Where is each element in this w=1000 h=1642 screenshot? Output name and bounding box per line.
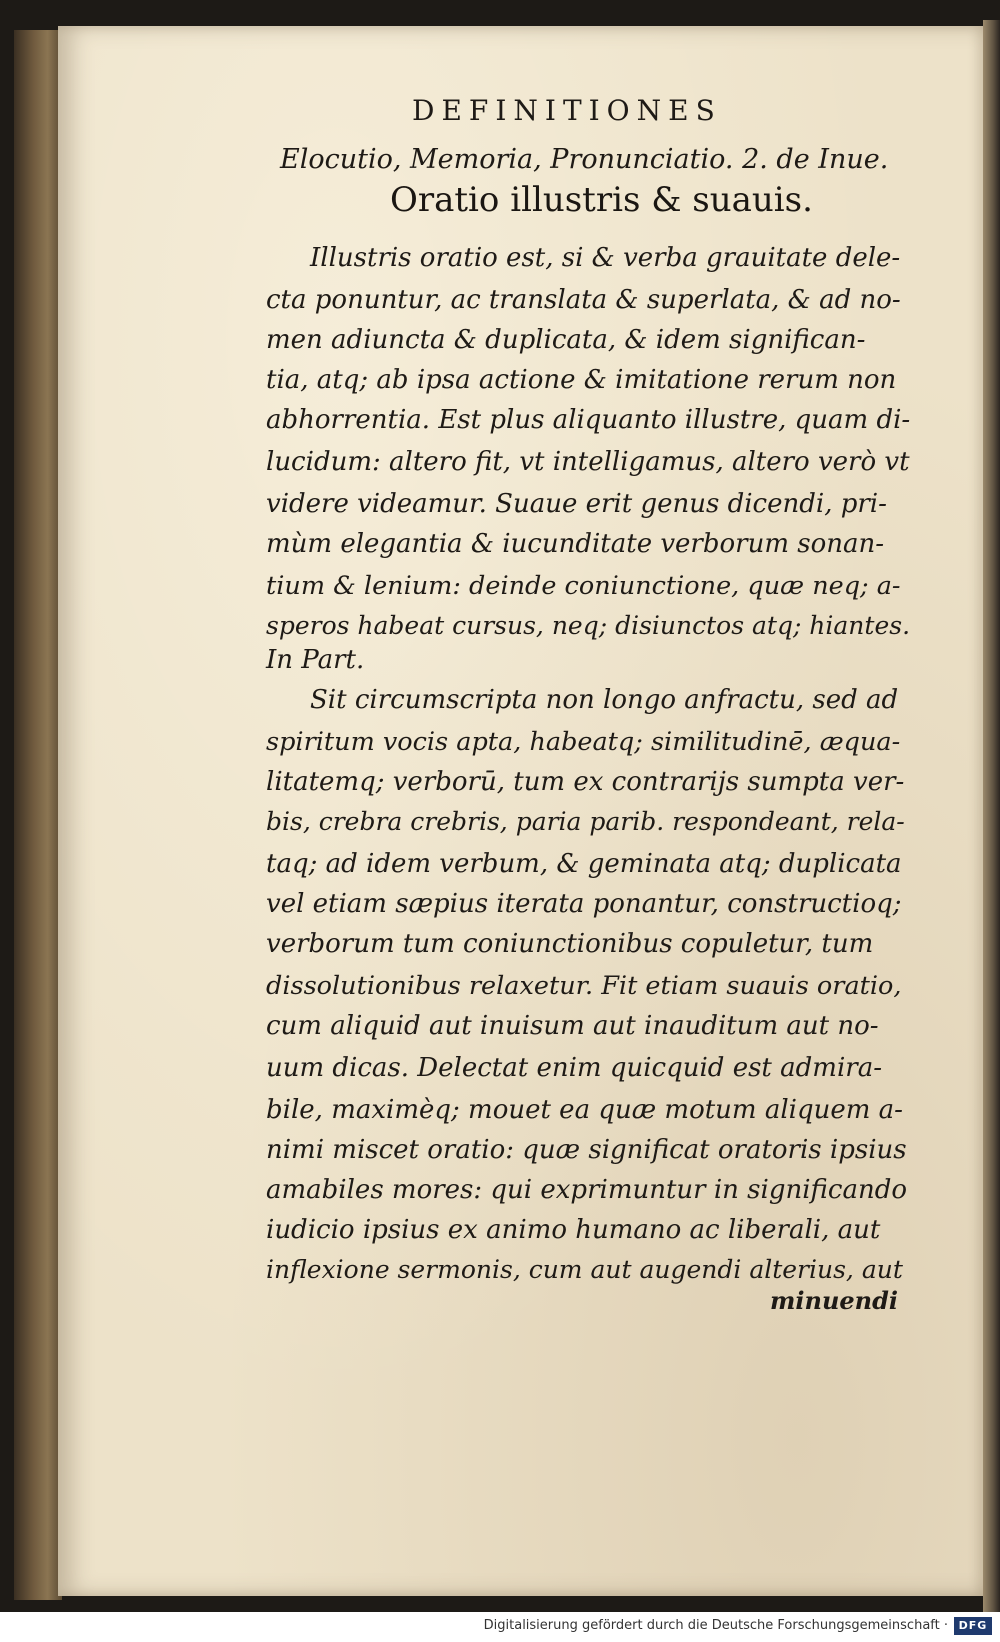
text-line: uum dicas. Delectat enim quicquid est admira- xyxy=(266,1053,882,1083)
text-line: abhorrentia. Est plus aliquanto illustre, quam di- xyxy=(266,405,911,435)
dfg-logo-icon: DFG xyxy=(954,1617,992,1635)
text-line: spiritum vocis apta, habeatq; similitudinē, æqua- xyxy=(266,727,901,757)
text-line: taq; ad idem verbum, & geminata atq; duplicata xyxy=(266,849,902,879)
text-line: mùm elegantia & iucunditate verborum sonan- xyxy=(266,529,885,559)
first-line: Elocutio, Memoria, Pronunciatio. 2. de Inue. xyxy=(280,144,889,175)
footer-bar xyxy=(0,1612,1000,1642)
section-title: Oratio illustris & suauis. xyxy=(390,180,813,220)
text-line: tium & lenium: deinde coniunctione, quæ neq; a- xyxy=(266,571,901,601)
text-line: cum aliquid aut inuisum aut inauditum aut no- xyxy=(266,1011,879,1041)
text-line: tia, atq; ab ipsa actione & imitatione rerum non xyxy=(266,365,897,395)
text-line: nimi miscet oratio: quæ significat oratoris ipsius xyxy=(266,1135,907,1165)
text-line: litatemq; verborū, tum ex contrarijs sumpta ver- xyxy=(266,767,905,797)
text-line: vel etiam sæpius iterata ponantur, constructioq; xyxy=(266,889,902,919)
text-line: cta ponuntur, ac translata & superlata, & ad no- xyxy=(266,285,901,315)
text-line: men adiuncta & duplicata, & idem significan- xyxy=(266,325,866,355)
book-spine-edge xyxy=(14,30,62,1600)
text-line: In Part. xyxy=(266,645,365,675)
text-line: lucidum: altero fit, vt intelligamus, altero verò vt xyxy=(266,447,910,477)
page-edge-right xyxy=(983,20,1000,1612)
catchword: minuendi xyxy=(770,1286,899,1315)
text-line: bis, crebra crebris, paria parib. respondeant, rela- xyxy=(266,807,905,836)
running-head: DEFINITIONES xyxy=(412,94,722,127)
text-line: verborum tum coniunctionibus copuletur, tum xyxy=(266,929,874,959)
text-line: Sit circumscripta non longo anfractu, sed ad xyxy=(310,685,899,715)
text-line: videre videamur. Suaue erit genus dicendi, pri- xyxy=(266,489,887,519)
footer-credit: Digitalisierung gefördert durch die Deutsche Forschungsgemeinschaft · xyxy=(483,1618,948,1633)
text-line: amabiles mores: qui exprimuntur in significando xyxy=(266,1175,907,1205)
text-line: bile, maximèq; mouet ea quæ motum aliquem a- xyxy=(266,1095,903,1125)
text-line: dissolutionibus relaxetur. Fit etiam suauis oratio, xyxy=(266,971,902,1001)
text-line: iudicio ipsius ex animo humano ac liberali, aut xyxy=(266,1215,881,1245)
text-line: inflexione sermonis, cum aut augendi alterius, aut xyxy=(266,1255,903,1284)
text-line: speros habeat cursus, neq; disiunctos atq; hiantes. xyxy=(266,611,911,640)
text-line: Illustris oratio est, si & verba grauitate dele- xyxy=(310,243,901,273)
